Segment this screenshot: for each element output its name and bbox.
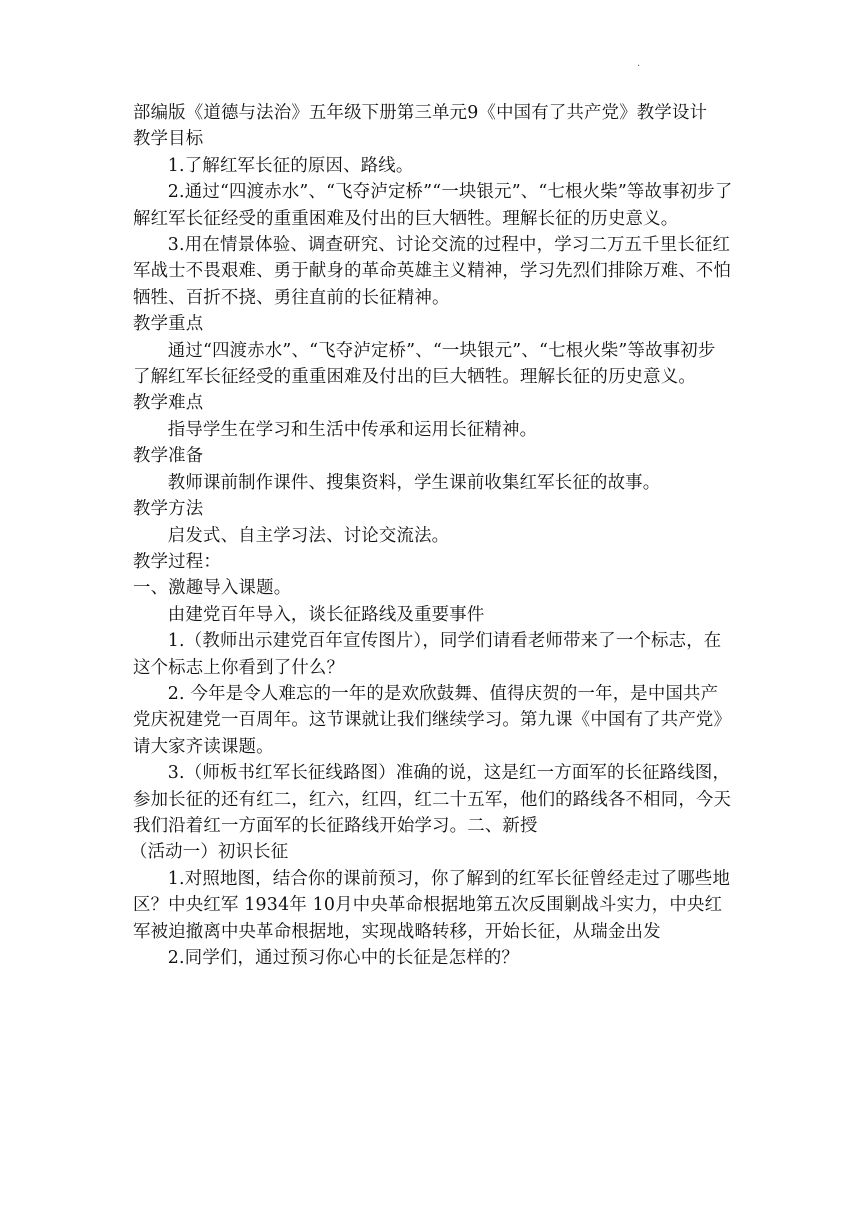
- section-heading-methods: 教学方法: [133, 499, 204, 520]
- activity-item: 1.对照地图，结合你的课前预习，你了解到的红军长征曾经走过了哪些地区？中央红军 1934年 10月中央革命根据地第五次反围剿战斗实力，中央红军被迫撤离中央革命根据地，实现战略转移，开始长征，从瑞金出发: [133, 868, 731, 942]
- objective-item: 3.用在情景体验、调查研究、讨论交流的过程中，学习二万五千里长征红军战士不畏艰难、勇于献身的革命英雄主义精神，学习先烈们排除万难、不怕牺牲、百折不挠、勇往直前的长征精神。: [133, 235, 732, 308]
- process-step: 3.（师板书红军长征线路图）准确的说，这是红一方面军的长征路线图，参加长征的还有红二，红六，红四，红二十五军，他们的路线各不相同，今天我们沿着红一方面军的长征路线开始学习。二、新授: [133, 763, 732, 836]
- methods-text: 启发式、自主学习法、讨论交流法。: [167, 525, 450, 546]
- section-heading-objectives: 教学目标: [133, 129, 204, 150]
- objective-item: 1.了解红军长征的原因、路线。: [167, 155, 414, 176]
- process-step: 1.（教师出示建党百年宣传图片），同学们请看老师带来了一个标志，在这个标志上你看到了什么？: [133, 631, 722, 678]
- header-mark: .: [637, 58, 641, 69]
- document-body: [130, 100, 733, 971]
- process-part-heading: 一、激趣导入课题。: [133, 578, 292, 599]
- section-heading-process: 教学过程：: [133, 551, 221, 572]
- section-heading-difficulties: 教学难点: [133, 393, 204, 414]
- difficulties-text: 指导学生在学习和生活中传承和运用长征精神。: [167, 419, 538, 440]
- process-step: 2. 今年是令人难忘的一年的是欢欣鼓舞、值得庆贺的一年，是中国共产党庆祝建党一百周年。这节课就让我们继续学习。第九课《中国有了共产党》请大家齐读课题。: [133, 683, 732, 757]
- objective-item: 2.通过“四渡赤水”、“飞夺泸定桥”“一块银元”、“七根火柴”等故事初步了解红军长征经受的重重困难及付出的巨大牺牲。理解长征的历史意义。: [133, 182, 733, 229]
- section-heading-preparation: 教学准备: [133, 446, 204, 467]
- activity-heading: （活动一）初识长征: [130, 842, 289, 863]
- process-intro: 由建党百年导入，谈长征路线及重要事件: [167, 604, 485, 625]
- preparation-text: 教师课前制作课件、搜集资料，学生课前收集红军长征的故事。: [167, 472, 661, 493]
- activity-item: 2.同学们，通过预习你心中的长征是怎样的？: [167, 948, 520, 968]
- document-title: 部编版《道德与法治》五年级下册第三单元9《中国有了共产党》教学设计: [133, 103, 708, 123]
- section-heading-key-points: 教学重点: [133, 314, 204, 335]
- key-points-text: 通过“四渡赤水”、“飞夺泸定桥”、“一块银元”、“七根火柴”等故事初步了解红军长征经受的重重困难及付出的巨大牺牲。理解长征的历史意义。: [133, 340, 716, 388]
